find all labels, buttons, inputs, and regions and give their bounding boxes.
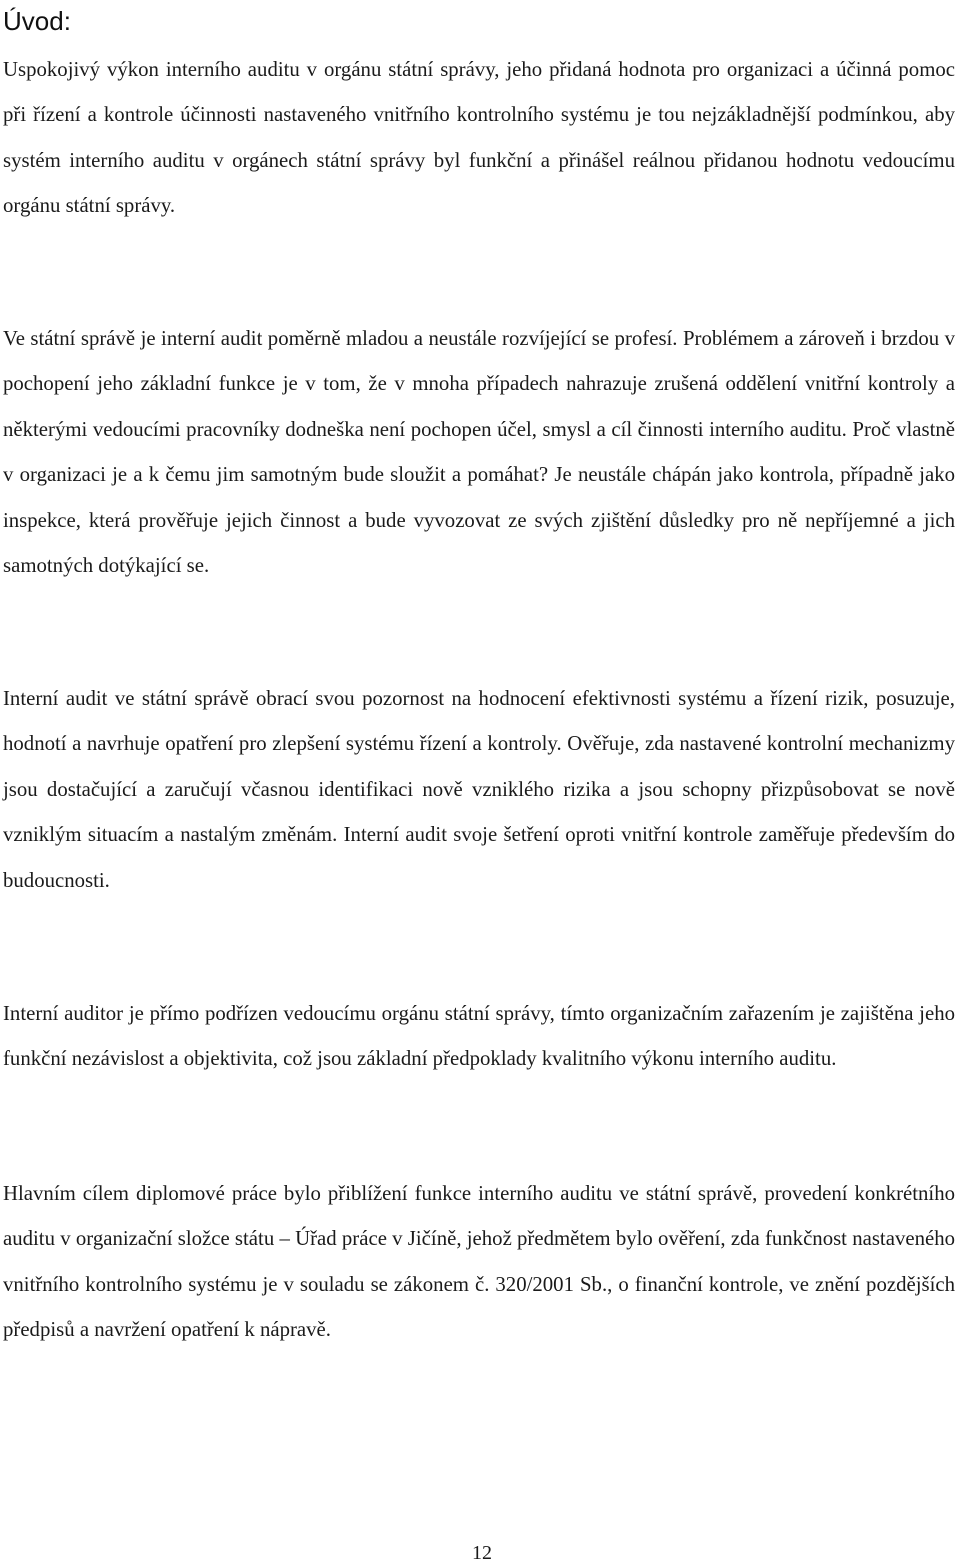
paragraph-profession: Ve státní správě je interní audit poměrně mladou a neustále rozvíjející se profesí. Problémem a zároveň i brzdou v pochopení jeho základní funkce je v tom, že v mnoha případech nahrazuje zrušená oddělení vnitřní kontroly a některými vedoucími pracovníky dodneška není pochopen účel, smysl a cíl činnosti interního auditu. Proč vlastně v organizaci je a k čemu jim samotným bude sloužit a pomáhat? Je neustále chápán jako kontrola, případně jako inspekce, která prověřuje jejich činnost a bude vyvozovat ze svých zjištění důsledky pro ně nepříjemné a jich samotných dotýkající se. (3, 327, 955, 578)
paragraph-audit-focus: Interní audit ve státní správě obrací svou pozornost na hodnocení efektivnosti systému a řízení rizik, posuzuje, hodnotí a navrhuje opatření pro zlepšení systému řízení a kontroly. Ověřuje, zda nastavené kontrolní mechanizmy jsou dostačující a zaručují včasnou identifikaci nově vzniklého rizika a jsou schopny přizpůsobovat se nově vzniklým situacím a nastalým změnám. Interní audit svoje šetření oproti vnitřní kontrole zaměřuje především do budoucnosti. (3, 687, 955, 892)
paragraph-auditor-independence: Interní auditor je přímo podřízen vedoucímu orgánu státní správy, tímto organizačním zařazením je zajištěna jeho funkční nezávislost a objektivita, což jsou základní předpoklady kvalitního výkonu interního auditu. (3, 1002, 955, 1071)
paragraph-intro: Uspokojivý výkon interního auditu v orgánu státní správy, jeho přidaná hodnota pro organizaci a účinná pomoc při řízení a kontrole účinnosti nastaveného vnitřního kontrolního systému je tou nejzákladnější podmínkou, aby systém interního auditu v orgánech státní správy byl funkční a přinášel reálnou přidanou hodnotu vedoucímu orgánu státní správy. (3, 58, 955, 218)
page-number-text: 12 (472, 1542, 492, 1564)
section-heading: Úvod: (3, 6, 71, 36)
page-number (0, 1541, 960, 1565)
paragraph-thesis-goal: Hlavním cílem diplomové práce bylo přiblížení funkce interního auditu ve státní správě, provedení konkrétního auditu v organizační složce státu – Úřad práce v Jičíně, jehož předmětem bylo ověření, zda funkčnost nastaveného vnitřního kontrolního systému je v souladu se zákonem č. 320/2001 Sb., o finanční kontrole, ve znění pozdějších předpisů a navržení opatření k nápravě. (3, 1182, 955, 1342)
